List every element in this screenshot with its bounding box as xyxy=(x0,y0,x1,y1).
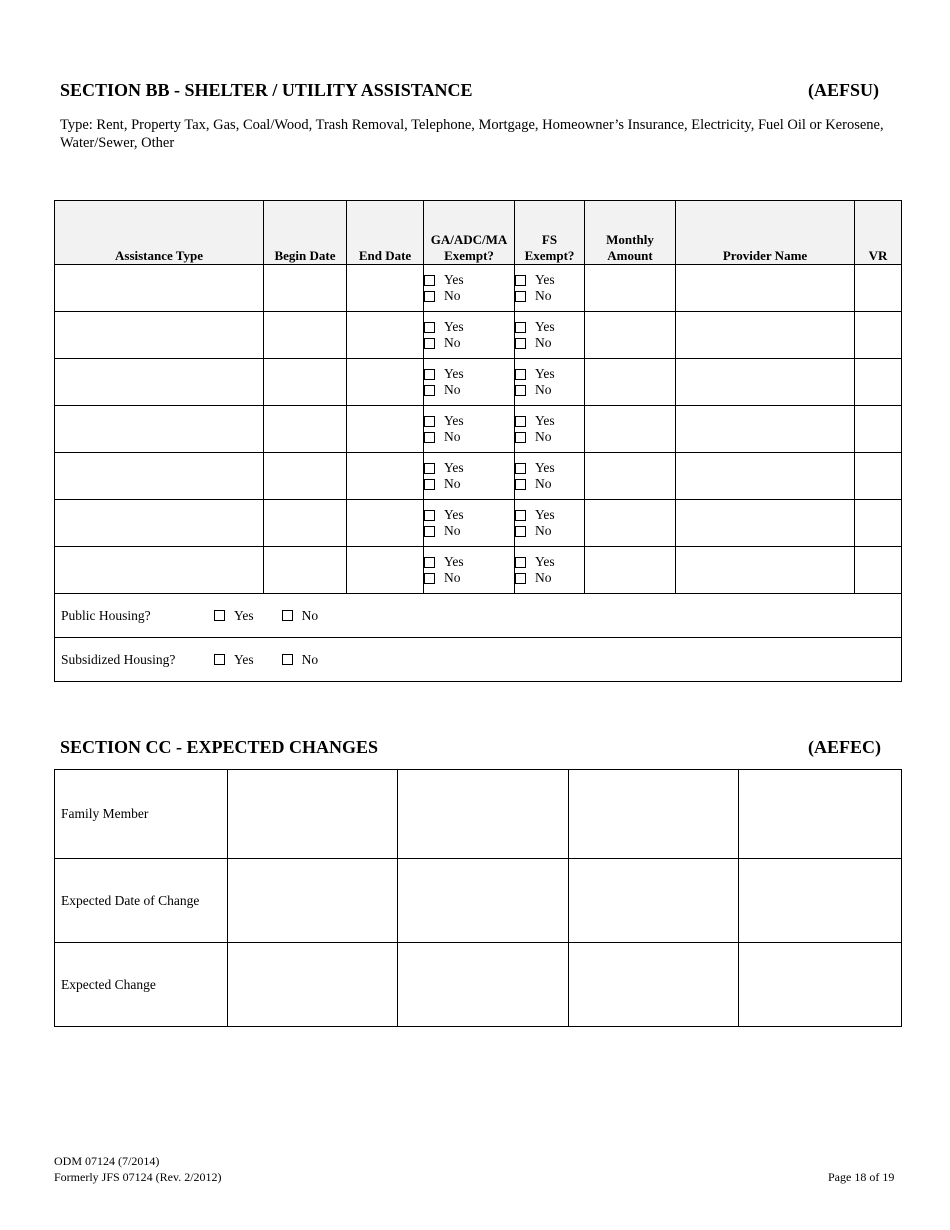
ga-exempt-no-checkbox[interactable] xyxy=(424,338,435,349)
vr-cell[interactable] xyxy=(855,312,902,359)
family-member-cell[interactable] xyxy=(228,770,398,859)
ga-exempt-yes-checkbox[interactable] xyxy=(424,275,435,286)
no-label: No xyxy=(444,335,461,350)
fs-exempt-cell xyxy=(515,359,585,406)
ga-exempt-no-checkbox[interactable] xyxy=(424,479,435,490)
monthly-amount-cell[interactable] xyxy=(585,406,676,453)
begin-date-cell[interactable] xyxy=(264,547,347,594)
no-label: No xyxy=(535,429,552,444)
public-housing-row xyxy=(55,594,902,638)
no-label: No xyxy=(444,570,461,585)
monthly-amount-cell[interactable] xyxy=(585,359,676,406)
yes-label: Yes xyxy=(234,651,254,667)
monthly-amount-cell[interactable] xyxy=(585,453,676,500)
assistance-type-cell[interactable] xyxy=(55,359,264,406)
monthly-amount-cell[interactable] xyxy=(585,265,676,312)
begin-date-cell[interactable] xyxy=(264,453,347,500)
vr-cell[interactable] xyxy=(855,547,902,594)
no-label: No xyxy=(535,570,552,585)
no-label: No xyxy=(444,429,461,444)
fs-exempt-no-checkbox[interactable] xyxy=(515,291,526,302)
fs-exempt-yes-checkbox[interactable] xyxy=(515,416,526,427)
end-date-cell[interactable] xyxy=(347,359,424,406)
fs-exempt-no-checkbox[interactable] xyxy=(515,573,526,584)
family-member-cell[interactable] xyxy=(739,770,902,859)
page-number: Page 18 of 19 xyxy=(828,1170,895,1184)
provider-name-cell[interactable] xyxy=(676,500,855,547)
expected-change-label: Expected Change xyxy=(55,943,228,1027)
section-bb-title: SECTION BB - SHELTER / UTILITY ASSISTANCE xyxy=(60,80,473,100)
ga-exempt-cell xyxy=(424,500,515,547)
no-label: No xyxy=(535,335,552,350)
yes-label: Yes xyxy=(535,413,555,428)
provider-name-cell[interactable] xyxy=(676,406,855,453)
subsidized-housing-no-checkbox[interactable] xyxy=(282,654,293,665)
subsidized-housing-row xyxy=(55,638,902,682)
provider-name-cell[interactable] xyxy=(676,359,855,406)
no-label: No xyxy=(535,476,552,491)
fs-exempt-no-checkbox[interactable] xyxy=(515,338,526,349)
table-row xyxy=(55,547,902,594)
provider-name-cell[interactable] xyxy=(676,312,855,359)
monthly-amount-cell[interactable] xyxy=(585,500,676,547)
no-label: No xyxy=(535,523,552,538)
ga-exempt-yes-checkbox[interactable] xyxy=(424,416,435,427)
fs-exempt-no-checkbox[interactable] xyxy=(515,385,526,396)
no-label: No xyxy=(444,523,461,538)
yes-label: Yes xyxy=(444,413,464,428)
vr-cell[interactable] xyxy=(855,359,902,406)
yes-label: Yes xyxy=(535,319,555,334)
fs-exempt-no-checkbox[interactable] xyxy=(515,526,526,537)
expected-changes-table xyxy=(54,769,902,1027)
fs-exempt-cell xyxy=(515,312,585,359)
family-member-cell[interactable] xyxy=(569,770,739,859)
col-provider-name: Provider Name xyxy=(676,201,855,265)
ga-exempt-yes-checkbox[interactable] xyxy=(424,463,435,474)
ga-exempt-cell xyxy=(424,453,515,500)
no-label: No xyxy=(444,382,461,397)
yes-label: Yes xyxy=(535,366,555,381)
ga-exempt-no-checkbox[interactable] xyxy=(424,291,435,302)
fs-exempt-no-checkbox[interactable] xyxy=(515,479,526,490)
begin-date-cell[interactable] xyxy=(264,500,347,547)
col-fs-line2: Exempt? xyxy=(524,248,575,263)
ga-exempt-cell xyxy=(424,312,515,359)
table-row xyxy=(55,265,902,312)
col-assistance-type: Assistance Type xyxy=(55,201,264,265)
section-cc-title: SECTION CC - EXPECTED CHANGES xyxy=(60,737,379,757)
fs-exempt-no-checkbox[interactable] xyxy=(515,432,526,443)
ga-exempt-cell xyxy=(424,265,515,312)
assistance-type-cell[interactable] xyxy=(55,500,264,547)
family-member-label: Family Member xyxy=(55,770,228,859)
fs-exempt-cell xyxy=(515,265,585,312)
end-date-cell[interactable] xyxy=(347,265,424,312)
no-label: No xyxy=(444,288,461,303)
begin-date-cell[interactable] xyxy=(264,406,347,453)
yes-label: Yes xyxy=(234,607,254,623)
no-label: No xyxy=(535,382,552,397)
ga-exempt-cell xyxy=(424,359,515,406)
end-date-cell[interactable] xyxy=(347,406,424,453)
fs-exempt-yes-checkbox[interactable] xyxy=(515,369,526,380)
expected-date-cell[interactable] xyxy=(739,859,902,943)
shelter-utility-table xyxy=(54,200,902,682)
ga-exempt-yes-checkbox[interactable] xyxy=(424,322,435,333)
subsidized-housing-yes-checkbox[interactable] xyxy=(214,654,225,665)
col-monthly-line2: Amount xyxy=(607,248,653,263)
table-row xyxy=(55,453,902,500)
fs-exempt-cell xyxy=(515,406,585,453)
end-date-cell[interactable] xyxy=(347,500,424,547)
col-fs-exempt xyxy=(515,201,585,265)
begin-date-cell[interactable] xyxy=(264,265,347,312)
ga-exempt-no-checkbox[interactable] xyxy=(424,385,435,396)
end-date-cell[interactable] xyxy=(347,547,424,594)
provider-name-cell[interactable] xyxy=(676,265,855,312)
expected-change-cell[interactable] xyxy=(569,943,739,1027)
ga-exempt-cell xyxy=(424,547,515,594)
table-row xyxy=(55,312,902,359)
expected-date-label: Expected Date of Change xyxy=(55,859,228,943)
form-number: ODM 07124 (7/2014) xyxy=(54,1154,160,1168)
no-label: No xyxy=(444,476,461,491)
col-ga-line1: GA/ADC/MA xyxy=(430,232,508,247)
yes-label: Yes xyxy=(444,507,464,522)
assistance-type-cell[interactable] xyxy=(55,312,264,359)
fs-exempt-yes-checkbox[interactable] xyxy=(515,557,526,568)
yes-label: Yes xyxy=(444,554,464,569)
yes-label: Yes xyxy=(535,554,555,569)
expected-change-cell[interactable] xyxy=(228,943,398,1027)
expected-date-cell[interactable] xyxy=(569,859,739,943)
col-ga-line2: Exempt? xyxy=(444,248,494,263)
expected-change-cell[interactable] xyxy=(739,943,902,1027)
public-housing-no-checkbox[interactable] xyxy=(282,610,293,621)
public-housing-label: Public Housing? xyxy=(61,607,151,623)
fs-exempt-yes-checkbox[interactable] xyxy=(515,322,526,333)
yes-label: Yes xyxy=(444,319,464,334)
provider-name-cell[interactable] xyxy=(676,547,855,594)
yes-label: Yes xyxy=(444,366,464,381)
footer-form-info xyxy=(54,1153,222,1185)
ga-exempt-cell xyxy=(424,406,515,453)
expected-date-cell[interactable] xyxy=(228,859,398,943)
fs-exempt-yes-checkbox[interactable] xyxy=(515,510,526,521)
fs-exempt-cell xyxy=(515,547,585,594)
assistance-type-cell[interactable] xyxy=(55,265,264,312)
col-vr: VR xyxy=(855,201,902,265)
yes-label: Yes xyxy=(535,507,555,522)
vr-cell[interactable] xyxy=(855,500,902,547)
formerly-form-number: Formerly JFS 07124 (Rev. 2/2012) xyxy=(54,1170,222,1184)
table-row xyxy=(55,359,902,406)
yes-label: Yes xyxy=(444,460,464,475)
vr-cell[interactable] xyxy=(855,453,902,500)
begin-date-cell[interactable] xyxy=(264,359,347,406)
no-label: No xyxy=(301,651,319,667)
fs-exempt-yes-checkbox[interactable] xyxy=(515,463,526,474)
begin-date-cell[interactable] xyxy=(264,312,347,359)
ga-exempt-yes-checkbox[interactable] xyxy=(424,557,435,568)
ga-exempt-yes-checkbox[interactable] xyxy=(424,369,435,380)
section-cc-code: (AEFEC) xyxy=(808,737,881,757)
vr-cell[interactable] xyxy=(855,265,902,312)
yes-label: Yes xyxy=(444,272,464,287)
no-label: No xyxy=(535,288,552,303)
ga-exempt-no-checkbox[interactable] xyxy=(424,573,435,584)
col-fs-line1: FS xyxy=(541,232,558,247)
col-end-date: End Date xyxy=(347,201,424,265)
provider-name-cell[interactable] xyxy=(676,453,855,500)
ga-exempt-no-checkbox[interactable] xyxy=(424,526,435,537)
yes-label: Yes xyxy=(535,460,555,475)
col-monthly-line1: Monthly xyxy=(606,232,654,247)
no-label: No xyxy=(301,607,319,623)
assistance-type-cell[interactable] xyxy=(55,406,264,453)
assistance-type-cell[interactable] xyxy=(55,547,264,594)
ga-exempt-yes-checkbox[interactable] xyxy=(424,510,435,521)
assistance-type-list: Type: Rent, Property Tax, Gas, Coal/Wood, Trash Removal, Telephone, Mortgage, Homeowner’s Insurance, Electricity, Fuel Oil or Kerosene, Water/Sewer, Other xyxy=(60,117,884,151)
fs-exempt-cell xyxy=(515,500,585,547)
vr-cell[interactable] xyxy=(855,406,902,453)
section-bb-code: (AEFSU) xyxy=(808,80,879,100)
end-date-cell[interactable] xyxy=(347,312,424,359)
subsidized-housing-label: Subsidized Housing? xyxy=(61,651,176,667)
col-ga-exempt xyxy=(424,201,515,265)
expected-change-cell[interactable] xyxy=(398,943,569,1027)
table-row xyxy=(55,500,902,547)
end-date-cell[interactable] xyxy=(347,453,424,500)
monthly-amount-cell[interactable] xyxy=(585,547,676,594)
public-housing-yes-checkbox[interactable] xyxy=(214,610,225,621)
family-member-cell[interactable] xyxy=(398,770,569,859)
monthly-amount-cell[interactable] xyxy=(585,312,676,359)
col-begin-date: Begin Date xyxy=(264,201,347,265)
fs-exempt-yes-checkbox[interactable] xyxy=(515,275,526,286)
fs-exempt-cell xyxy=(515,453,585,500)
ga-exempt-no-checkbox[interactable] xyxy=(424,432,435,443)
expected-date-cell[interactable] xyxy=(398,859,569,943)
table-row xyxy=(55,406,902,453)
assistance-type-cell[interactable] xyxy=(55,453,264,500)
col-monthly-amount xyxy=(585,201,676,265)
yes-label: Yes xyxy=(535,272,555,287)
